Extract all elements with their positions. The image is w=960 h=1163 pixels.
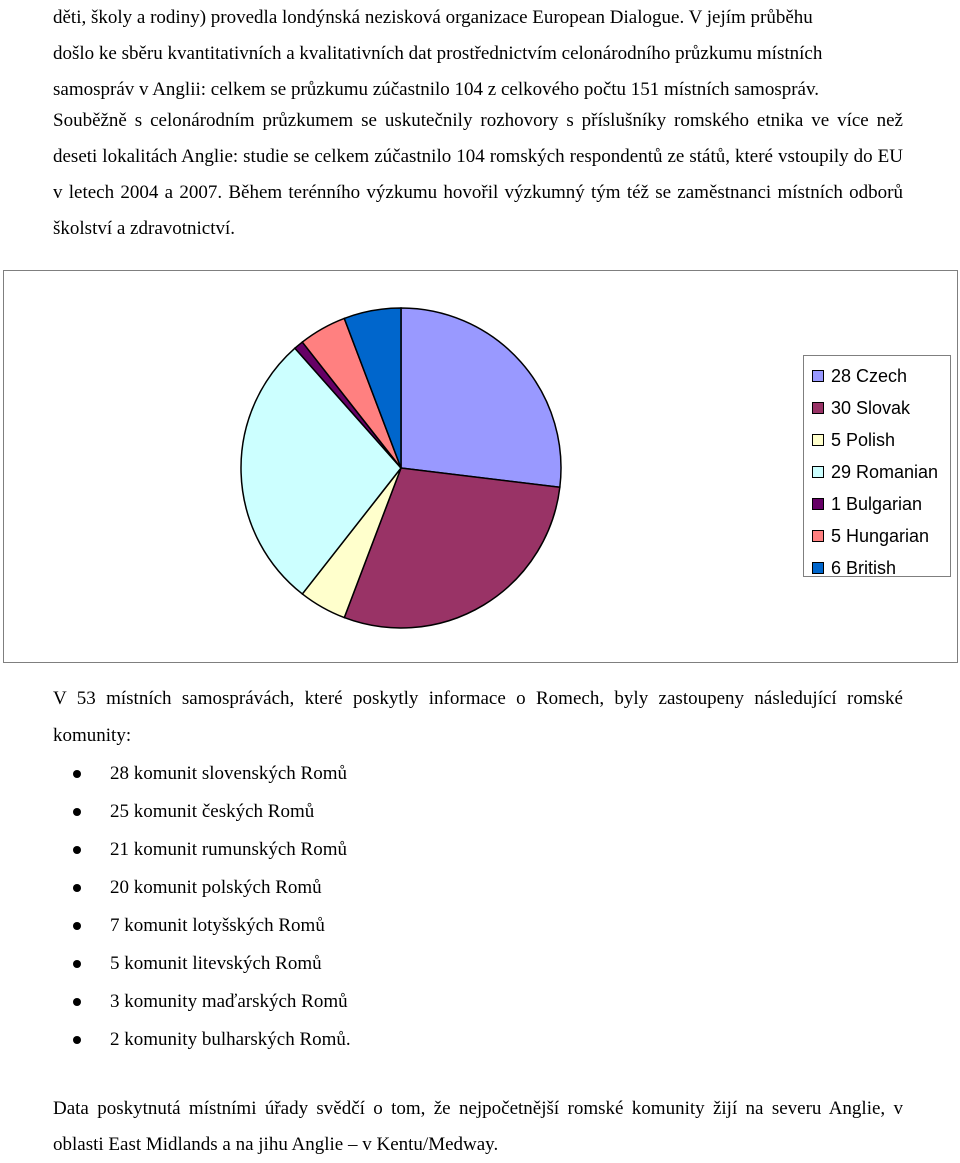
legend-item — [804, 520, 950, 552]
bullet-icon — [73, 1036, 81, 1044]
bullet-icon — [73, 922, 81, 930]
list-item-text: 28 komunit slovenských Romů — [110, 763, 347, 784]
legend-label: 5 Polish — [831, 429, 896, 450]
legend-label: 28 Czech — [831, 365, 908, 386]
list-item-text: 2 komunity bulharských Romů. — [110, 1029, 351, 1050]
intro-line: samospráv v Anglii: celkem se průzkumu zúčastnilo 104 z celkového počtu 151 místních samospráv. — [53, 79, 819, 100]
pie-slice-czech — [401, 308, 561, 487]
legend-label: 6 British — [831, 557, 897, 578]
bullet-icon — [73, 998, 81, 1006]
legend-item — [804, 360, 950, 392]
legend-swatch — [812, 402, 824, 414]
list-item-text: 25 komunit českých Romů — [110, 801, 315, 822]
legend-item — [804, 552, 950, 584]
bullet-icon — [73, 884, 81, 892]
legend-item — [804, 392, 950, 424]
intro-line: došlo ke sběru kvantitativních a kvalitativních dat prostřednictvím celonárodního průzkumu místních — [53, 43, 823, 64]
legend-label: 30 Slovak — [831, 397, 911, 418]
legend-label: 29 Romanian — [831, 461, 939, 482]
bullet-icon — [73, 960, 81, 968]
bullet-icon — [73, 770, 81, 778]
list-item-text: 3 komunity maďarských Romů — [110, 991, 348, 1012]
list-item-text: 7 komunit lotyšských Romů — [110, 915, 325, 936]
list-item-text: 21 komunit rumunských Romů — [110, 839, 347, 860]
intro-line: děti, školy a rodiny) provedla londýnská nezisková organizace European Dialogue. V jejím průběhu — [53, 7, 813, 28]
list-item-text: 20 komunit polských Romů — [110, 877, 322, 898]
bullet-icon — [73, 846, 81, 854]
legend-label: 1 Bulgarian — [831, 493, 923, 514]
legend-swatch — [812, 530, 824, 542]
legend-swatch — [812, 434, 824, 446]
legend-swatch — [812, 370, 824, 382]
legend-item — [804, 424, 950, 456]
legend-swatch — [812, 466, 824, 478]
conclusion-paragraph: Data poskytnutá místními úřady svědčí o tom, že nejpočetnější romské komunity žijí na severu Anglie, v oblasti East Midlands a na jihu Anglie – v Kentu/Medway. — [53, 1098, 903, 1155]
communities-paragraph: V 53 místních samosprávách, které poskytly informace o Romech, byly zastoupeny následující romské komunity: — [53, 688, 903, 746]
legend-swatch — [812, 498, 824, 510]
bullet-icon — [73, 808, 81, 816]
legend-item — [804, 488, 950, 520]
legend-item — [804, 456, 950, 488]
chart-legend — [803, 355, 951, 577]
legend-swatch — [812, 562, 824, 574]
list-item-text: 5 komunit litevských Romů — [110, 953, 322, 974]
survey-paragraph: Souběžně s celonárodním průzkumem se uskutečnily rozhovory s příslušníky romského etnika ve více než deseti lokalitách Anglie: studie se celkem zúčastnilo 104 romských respondentů ze států, které vstoupily do EU v letech 2004 a 2007. Během terénního výzkumu hovořil výzkumný tým též se zaměstnanci místních odborů školství a zdravotnictví. — [53, 110, 903, 239]
intro-paragraph — [53, 0, 903, 108]
legend-label: 5 Hungarian — [831, 525, 930, 546]
